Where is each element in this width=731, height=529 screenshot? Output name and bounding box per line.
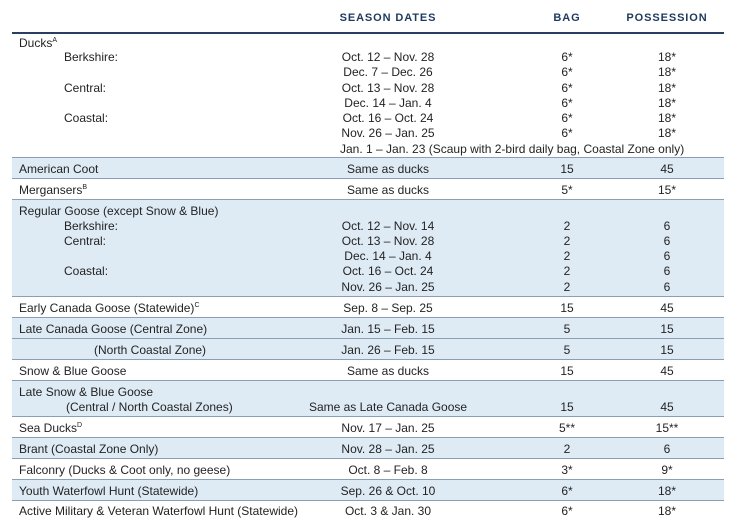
american-coot-date: Same as ducks xyxy=(346,162,430,176)
regular-goose-row-date: Dec. 14 – Jan. 4 xyxy=(344,249,432,263)
late-canada-goose-possession: 15 xyxy=(660,322,674,336)
ducks-row-bag: 6* xyxy=(561,126,573,140)
ducks-group xyxy=(12,34,724,158)
snow-blue-goose-label: Snow & Blue Goose xyxy=(19,364,127,378)
youth-hunt-date: Sep. 26 & Oct. 10 xyxy=(340,484,436,498)
header-bag: BAG xyxy=(553,12,581,24)
american-coot-row xyxy=(12,158,724,179)
falconry-date: Oct. 8 – Feb. 8 xyxy=(348,463,428,477)
sea-ducks-bag: 5** xyxy=(558,421,576,435)
military-veteran-hunt-date: Oct. 3 & Jan. 30 xyxy=(344,504,432,518)
american-coot-possession: 45 xyxy=(660,162,674,176)
regular-goose-row-date: Oct. 13 – Nov. 28 xyxy=(341,234,435,248)
regular-goose-row-possession: 6 xyxy=(663,234,671,248)
sea-ducks-date: Nov. 17 – Jan. 25 xyxy=(341,421,435,435)
mergansers-possession: 15* xyxy=(657,183,677,197)
ducks-row-date: Oct. 16 – Oct. 24 xyxy=(342,111,434,125)
regular-goose-berkshire-label: Berkshire: xyxy=(64,219,119,233)
youth-hunt-possession: 18* xyxy=(657,484,677,498)
ducks-row-date: Dec. 14 – Jan. 4 xyxy=(344,96,432,110)
falconry-bag: 3* xyxy=(561,463,573,477)
ducks-row-bag: 6* xyxy=(561,81,573,95)
regular-goose-group xyxy=(12,200,724,297)
ducks-row-date: Oct. 12 – Nov. 28 xyxy=(341,50,435,64)
sea-ducks-footnote: D xyxy=(77,422,83,429)
ducks-footnote: A xyxy=(52,37,58,44)
regular-goose-row-possession: 6 xyxy=(663,280,671,294)
snow-blue-goose-possession: 45 xyxy=(660,364,674,378)
ducks-central-label: Central: xyxy=(64,81,107,95)
snow-blue-goose-bag: 15 xyxy=(560,364,574,378)
regular-goose-row-bag: 2 xyxy=(563,219,571,233)
mergansers-footnote: B xyxy=(82,184,88,191)
late-snow-blue-goose-date: Same as Late Canada Goose xyxy=(308,400,468,414)
military-veteran-hunt-possession: 18* xyxy=(657,504,677,518)
regular-goose-row-possession: 6 xyxy=(663,219,671,233)
ducks-row-date: Dec. 7 – Dec. 26 xyxy=(343,65,433,79)
regular-goose-title: Regular Goose (except Snow & Blue) xyxy=(19,204,219,218)
mergansers-row xyxy=(12,179,724,200)
ducks-row-bag: 6* xyxy=(561,50,573,64)
late-snow-blue-goose-row xyxy=(12,381,724,417)
ducks-row-date: Nov. 26 – Jan. 25 xyxy=(341,126,435,140)
mergansers-label: Mergansers$^B$ xyxy=(19,183,88,197)
falconry-label: Falconry (Ducks & Coot only, no geese) xyxy=(19,463,231,477)
late-snow-blue-goose-bag: 15 xyxy=(560,400,574,414)
ducks-row-possession: 18* xyxy=(657,126,677,140)
regular-goose-row-possession: 6 xyxy=(663,264,671,278)
military-veteran-hunt-bag: 6* xyxy=(561,504,573,518)
brant-label: Brant (Coastal Zone Only) xyxy=(19,442,159,456)
ducks-row-bag: 6* xyxy=(561,65,573,79)
early-canada-goose-bag: 15 xyxy=(560,301,574,315)
military-veteran-hunt-label: Active Military & Veteran Waterfowl Hunt (Statewide) xyxy=(19,504,298,518)
snow-blue-goose-date: Same as ducks xyxy=(346,364,430,378)
regular-goose-row-bag: 2 xyxy=(563,280,571,294)
late-canada-goose-label: Late Canada Goose (Central Zone) xyxy=(19,322,208,336)
falconry-possession: 9* xyxy=(661,463,673,477)
regular-goose-row-date: Oct. 16 – Oct. 24 xyxy=(342,264,434,278)
ducks-row-possession: 18* xyxy=(657,65,677,79)
ducks-row-bag: 6* xyxy=(561,96,573,110)
ducks-title: Ducks$^A$ xyxy=(19,36,58,50)
regular-goose-coastal-label: Coastal: xyxy=(64,264,109,278)
north-coastal-zone-bag: 5 xyxy=(563,343,571,357)
ducks-coastal-label: Coastal: xyxy=(64,111,109,125)
north-coastal-zone-row xyxy=(12,339,724,360)
mergansers-date: Same as ducks xyxy=(346,183,430,197)
ducks-scaup-note: Jan. 1 – Jan. 23 (Scaup with 2-bird daily bag, Coastal Zone only) xyxy=(340,142,685,156)
regular-goose-row-bag: 2 xyxy=(563,249,571,263)
ducks-row-possession: 18* xyxy=(657,96,677,110)
brant-date: Nov. 28 – Jan. 25 xyxy=(341,442,435,456)
late-snow-blue-goose-possession: 45 xyxy=(660,400,674,414)
late-snow-blue-goose-label: Late Snow & Blue Goose xyxy=(19,385,154,399)
ducks-row-bag: 6* xyxy=(561,111,573,125)
early-canada-goose-footnote: C xyxy=(194,302,200,309)
north-coastal-zone-label: (North Coastal Zone) xyxy=(94,343,207,357)
snow-blue-goose-row xyxy=(12,360,724,381)
sea-ducks-label: Sea Ducks$^D$ xyxy=(19,421,83,435)
sea-ducks-row xyxy=(12,417,724,438)
brant-row xyxy=(12,438,724,459)
early-canada-goose-date: Sep. 8 – Sep. 25 xyxy=(343,301,433,315)
ducks-row-possession: 18* xyxy=(657,81,677,95)
brant-possession: 6 xyxy=(663,442,671,456)
ducks-berkshire-label: Berkshire: xyxy=(64,50,119,64)
header-possession: POSSESSION xyxy=(626,12,708,24)
late-canada-goose-date: Jan. 15 – Feb. 15 xyxy=(341,322,435,336)
early-canada-goose-possession: 45 xyxy=(660,301,674,315)
late-snow-blue-goose-sublabel: (Central / North Coastal Zones) xyxy=(66,400,233,414)
regular-goose-row-bag: 2 xyxy=(563,234,571,248)
brant-bag: 2 xyxy=(563,442,571,456)
regular-goose-row-date: Oct. 12 – Nov. 14 xyxy=(341,219,435,233)
early-canada-goose-label: Early Canada Goose (Statewide)$^C$ xyxy=(19,301,200,315)
north-coastal-zone-possession: 15 xyxy=(660,343,674,357)
sea-ducks-possession: 15** xyxy=(655,421,679,435)
american-coot-label: American Coot xyxy=(19,162,99,176)
youth-hunt-label: Youth Waterfowl Hunt (Statewide) xyxy=(19,484,199,498)
north-coastal-zone-date: Jan. 26 – Feb. 15 xyxy=(341,343,435,357)
military-veteran-hunt-row xyxy=(12,501,724,522)
mergansers-bag: 5* xyxy=(561,183,573,197)
regular-goose-row-date: Nov. 26 – Jan. 25 xyxy=(341,280,435,294)
ducks-row-possession: 18* xyxy=(657,50,677,64)
early-canada-goose-row xyxy=(12,297,724,318)
youth-hunt-row xyxy=(12,480,724,501)
late-canada-goose-bag: 5 xyxy=(563,322,571,336)
regular-goose-row-bag: 2 xyxy=(563,264,571,278)
ducks-row-date: Oct. 13 – Nov. 28 xyxy=(341,81,435,95)
header-season-dates: SEASON DATES xyxy=(339,12,437,24)
ducks-row-possession: 18* xyxy=(657,111,677,125)
youth-hunt-bag: 6* xyxy=(561,484,573,498)
falconry-row xyxy=(12,459,724,480)
regular-goose-row-possession: 6 xyxy=(663,249,671,263)
regular-goose-central-label: Central: xyxy=(64,234,107,248)
late-canada-goose-row xyxy=(12,318,724,339)
american-coot-bag: 15 xyxy=(560,162,574,176)
